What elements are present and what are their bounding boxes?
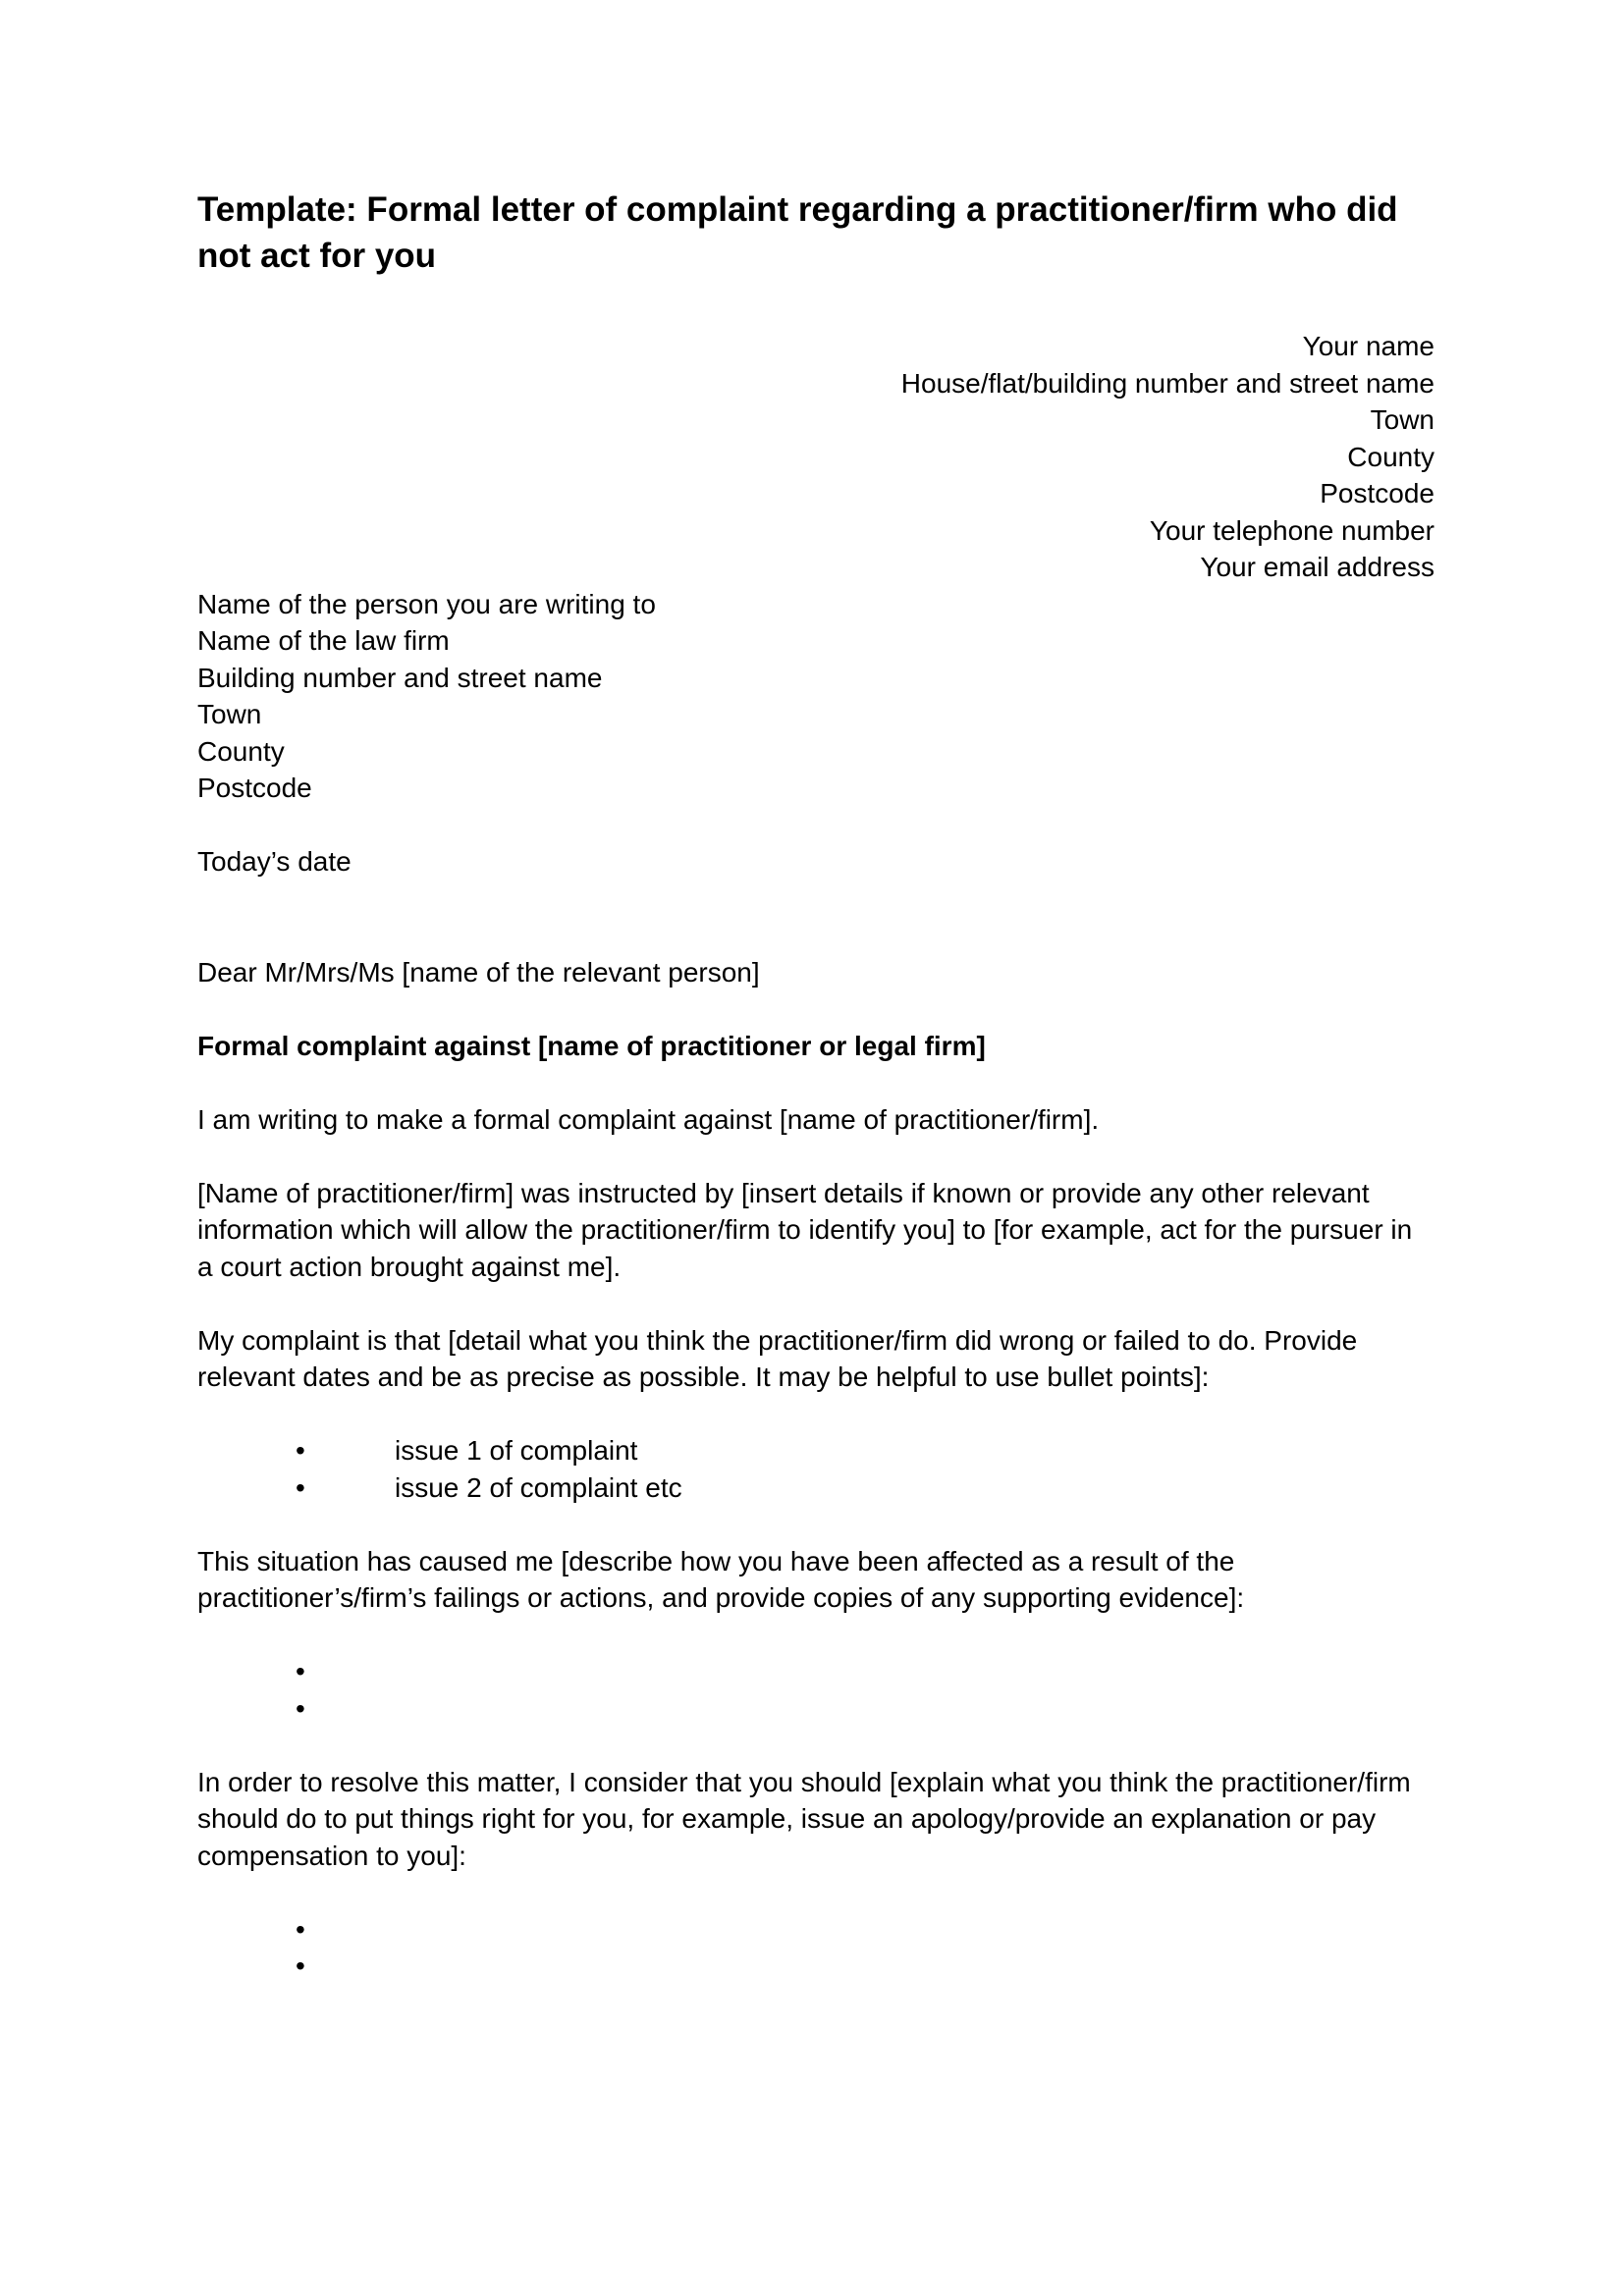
effect-paragraph: This situation has caused me [describe how you have been affected as a result of the practitioner’s/firm’s failings or actions, and provide copies of any supporting evidence]: <box>197 1545 1245 1613</box>
sender-address-block <box>197 328 1435 586</box>
sender-name: Your name <box>1302 331 1435 361</box>
sender-telephone: Your telephone number <box>1149 514 1435 546</box>
recipient-person: Name of the person you are writing to <box>197 588 656 619</box>
list-item <box>197 1432 1435 1469</box>
recipient-firm: Name of the law firm <box>197 625 450 656</box>
salutation: Dear Mr/Mrs/Ms [name of the relevant person] <box>197 956 760 988</box>
effect-list <box>197 1653 1435 1727</box>
bullet-icon: • <box>296 1471 305 1503</box>
list-item <box>197 1948 1435 1985</box>
bullet-icon: • <box>296 1913 305 1945</box>
sender-town: Town <box>1370 404 1435 435</box>
recipient-county: County <box>197 735 285 767</box>
instructed-paragraph: [Name of practitioner/firm] was instructed by [insert details if known or provide any other relevant information which will allow the practitioner/firm to identify you] to [for example, act for the pursuer in a court action brought against me]. <box>197 1177 1413 1282</box>
list-item-text: issue 2 of complaint etc <box>395 1471 682 1503</box>
resolution-list <box>197 1911 1435 1985</box>
bullet-icon: • <box>296 1656 305 1686</box>
recipient-postcode: Postcode <box>197 773 312 803</box>
list-item <box>197 1653 1435 1690</box>
bullet-icon: • <box>296 1435 305 1466</box>
sender-email: Your email address <box>1200 552 1435 582</box>
recipient-town: Town <box>197 699 262 729</box>
letter-page <box>197 187 1435 1985</box>
subject-line: Formal complaint against [name of practitioner or legal firm] <box>197 1030 986 1061</box>
bullet-icon: • <box>296 1950 305 1981</box>
complaint-issues-list <box>197 1432 1435 1506</box>
bullet-icon: • <box>296 1692 305 1724</box>
recipient-street: Building number and street name <box>197 662 603 693</box>
resolve-paragraph: In order to resolve this matter, I consider that you should [explain what you think the practitioner/firm should do to put things right for you, for example, issue an apology/provide an explanation or pay compensation to you]: <box>197 1766 1411 1871</box>
intro-paragraph: I am writing to make a formal complaint against [name of practitioner/firm]. <box>197 1103 1100 1135</box>
list-item <box>197 1690 1435 1728</box>
sender-street: House/flat/building number and street name <box>900 367 1435 399</box>
recipient-address-block <box>197 586 1435 807</box>
list-item <box>197 1469 1435 1507</box>
sender-postcode: Postcode <box>1320 478 1435 508</box>
sender-county: County <box>1347 441 1435 472</box>
list-item <box>197 1911 1435 1949</box>
complaint-paragraph: My complaint is that [detail what you think the practitioner/firm did wrong or failed to do. Provide relevant dates and be as precise as possible. It may be helpful to use bullet points]: <box>197 1324 1358 1392</box>
list-item-text: issue 1 of complaint <box>395 1435 638 1466</box>
document-title: Template: Formal letter of complaint regarding a practitioner/firm who did not act for you <box>197 190 1398 275</box>
letter-date: Today’s date <box>197 846 352 877</box>
